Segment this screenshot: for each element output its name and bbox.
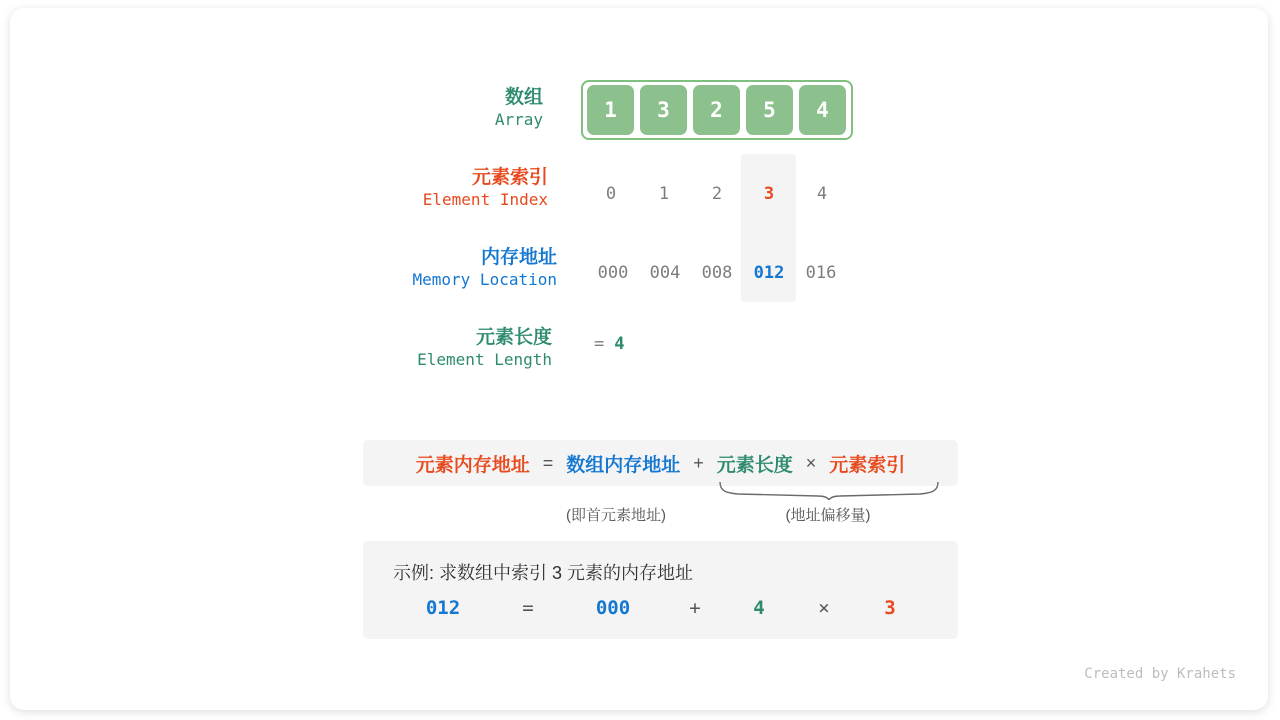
example-equals: = [522, 597, 534, 619]
label-memory-en: Memory Location [412, 270, 557, 290]
array-cell: 2 [693, 85, 740, 135]
label-memory-cn: 内存地址 [480, 247, 557, 268]
memory-value: 004 [649, 263, 681, 283]
memory-value-highlighted: 012 [753, 263, 785, 283]
memory-value: 016 [805, 263, 837, 283]
formula-term-element-index: 元素索引 [829, 454, 906, 476]
array-cell: 5 [746, 85, 793, 135]
index-value: 4 [816, 184, 828, 204]
array-cell: 3 [640, 85, 687, 135]
example-base-address: 000 [595, 597, 631, 619]
array-cell: 4 [799, 85, 846, 135]
label-length-cn: 元素长度 [475, 327, 552, 348]
label-array-en: Array [494, 110, 543, 130]
formula-term-element-length: 元素长度 [716, 454, 793, 476]
example-times: × [818, 597, 830, 619]
note-base-address: (即首元素地址) [566, 507, 666, 524]
index-value: 1 [658, 184, 670, 204]
label-index-en: Element Index [422, 190, 548, 210]
brace-icon [718, 482, 940, 500]
index-value-highlighted: 3 [763, 184, 775, 204]
example-equation [363, 597, 958, 629]
credit-text: Created by Krahets [1084, 666, 1236, 682]
element-length-eq: = [594, 334, 605, 354]
label-array [253, 86, 543, 131]
example-plus: + [689, 597, 701, 619]
index-value: 2 [711, 184, 723, 204]
formula-times: × [805, 452, 817, 473]
element-length-value: 4 [614, 334, 625, 354]
formula-band [363, 440, 958, 486]
array-cell: 1 [587, 85, 634, 135]
example-title: 示例: 求数组中索引 3 元素的内存地址 [393, 563, 694, 583]
example-band [363, 541, 958, 639]
formula-equals: = [542, 452, 554, 473]
example-index: 3 [884, 597, 896, 619]
label-memory [253, 246, 557, 291]
element-length-expression [594, 334, 625, 354]
label-length-en: Element Length [417, 350, 552, 370]
example-result: 012 [425, 597, 461, 619]
formula-term-array-address: 数组内存地址 [566, 454, 681, 476]
formula-plus: + [693, 452, 704, 473]
memory-value: 008 [701, 263, 733, 283]
label-index-cn: 元素索引 [471, 167, 548, 188]
formula-term-element-address: 元素内存地址 [415, 454, 530, 476]
label-array-cn: 数组 [504, 87, 543, 108]
example-length: 4 [753, 597, 765, 619]
memory-value: 000 [597, 263, 629, 283]
note-offset: (地址偏移量) [785, 507, 871, 524]
index-value: 0 [605, 184, 617, 204]
diagram-canvas [10, 8, 1268, 710]
label-length [253, 326, 552, 371]
label-index [253, 166, 548, 211]
